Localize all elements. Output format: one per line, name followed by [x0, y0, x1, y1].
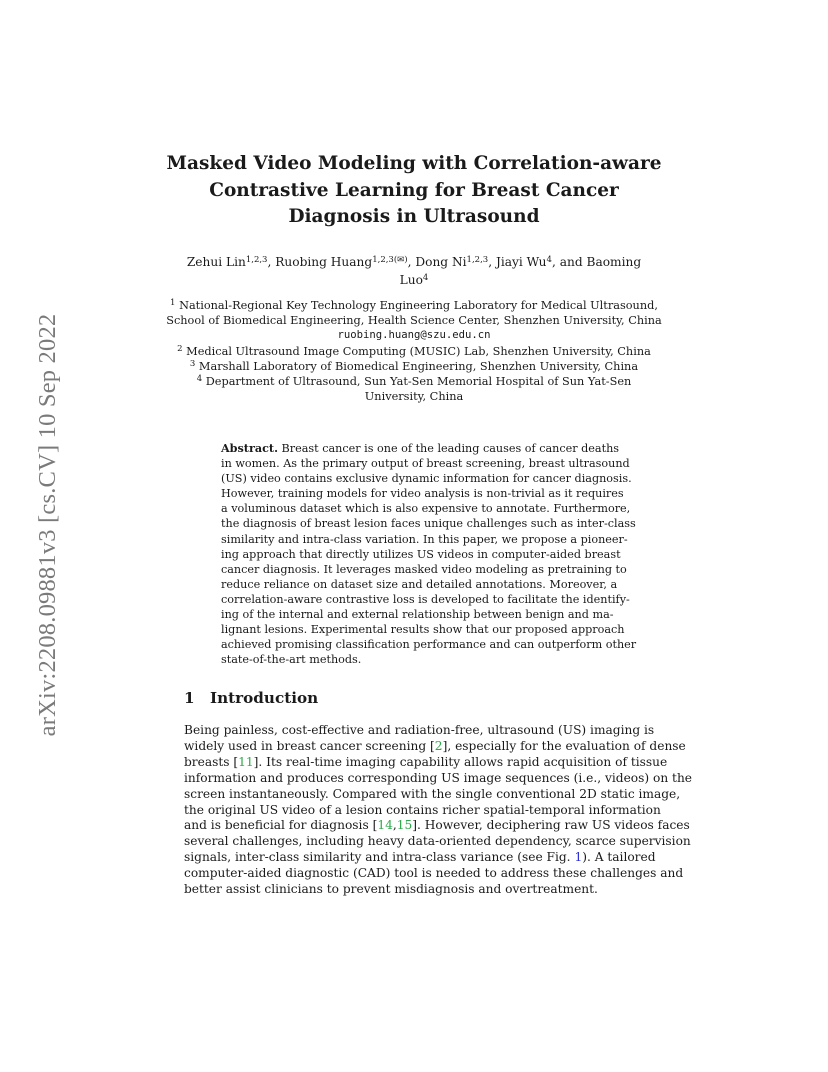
abstract-label: Abstract. [221, 441, 278, 455]
author-name: Ruobing Huang [275, 255, 373, 269]
author-affil-mark: 1,2,3 [245, 255, 268, 265]
arxiv-identifier[interactable]: arXiv:2208.09881v3 [cs.CV] 10 Sep 2022 [34, 313, 61, 737]
affil-number: 4 [196, 374, 203, 385]
body-line: computer-aided diagnostic (CAD) tool is needed to address these challenges and [184, 866, 684, 881]
abstract-line: However, training models for video analysis is non-trivial as it requires [221, 487, 624, 501]
body-text: ]. Its real-time imaging capability allows rapid acquisition of tissue [253, 754, 668, 769]
abstract-line: ing of the internal and external relationship between benign and ma- [221, 608, 614, 622]
abstract-line: in women. As the primary output of breast screening, breast ultrasound [221, 457, 630, 471]
body-line: Being painless, cost-effective and radiation-free, ultrasound (US) imaging is [184, 723, 655, 737]
citation-link[interactable]: 15 [396, 818, 413, 833]
citation-link[interactable]: 11 [238, 754, 254, 769]
body-line [184, 818, 690, 834]
author-name: Jiayi Wu [495, 255, 547, 269]
title-line: Contrastive Learning for Breast Cancer [209, 179, 619, 201]
introduction-paragraph [184, 723, 693, 898]
title-line: Diagnosis in Ultrasound [288, 206, 540, 227]
affil-number: 2 [177, 343, 183, 354]
abstract-line [221, 441, 620, 456]
author-line: Zehui Lin$^{1,2,3}$, Ruobing Huang$^{1,2,3(✉)}$, Dong Ni$^{1,2,3}$, Jiayi Wu$^4$, and Baoming [186, 255, 642, 269]
abstract-line: reduce reliance on dataset size and detailed annotations. Moreover, a [221, 577, 618, 591]
body-text: ). A tailored [582, 850, 656, 865]
affiliation-line [160, 298, 668, 313]
body-line [184, 738, 686, 755]
affiliation-text: Medical Ultrasound Image Computing (MUSIC) Lab, Shenzhen University, China [186, 344, 651, 358]
body-line: information and produces corresponding US image sequences (i.e., videos) on the [184, 770, 693, 785]
affiliation-text: National-Regional Key Technology Engineering Laboratory for Medical Ultrasound, [179, 299, 658, 312]
body-line: the original US video of a lesion contains richer spatial-temporal information [184, 802, 661, 817]
section-heading [184, 689, 318, 707]
author-list [172, 253, 656, 289]
body-text: and is beneficial for diagnosis [ [184, 818, 378, 833]
affil-number: 3 [189, 358, 196, 369]
affiliation-text: Department of Ultrasound, Sun Yat-Sen Memorial Hospital of Sun Yat-Sen [205, 375, 632, 389]
abstract-line: lignant lesions. Experimental results show that our proposed approach [221, 623, 625, 637]
body-line [184, 754, 668, 771]
affiliation-line [160, 344, 668, 359]
body-line [184, 850, 656, 866]
body-text: ], especially for the evaluation of dense [442, 738, 686, 753]
abstract-block [221, 441, 637, 667]
affiliation-line: University, China [364, 390, 464, 404]
body-text: ]. However, deciphering raw US videos faces [412, 818, 690, 833]
affiliation-text: Marshall Laboratory of Biomedical Engineering, Shenzhen University, China [198, 359, 639, 373]
affiliation-line [160, 374, 668, 389]
citation-link[interactable]: 2 [434, 738, 443, 753]
body-line: screen instantaneously. Compared with the single conventional 2D static image, [184, 786, 681, 801]
author-name: Zehui Lin [186, 255, 246, 269]
author-affil-mark: 1,2,3(✉) [372, 255, 408, 265]
abstract-line: cancer diagnosis. It leverages masked video modeling as pretraining to [221, 562, 627, 576]
abstract-line: ing approach that directly utilizes US videos in computer-aided breast [221, 547, 621, 561]
body-text: signals, inter-class similarity and intra-class variance (see Fig. [184, 850, 575, 865]
body-text: , [392, 818, 397, 833]
section-number: 1 [184, 689, 195, 707]
body-text: widely used in breast cancer screening [ [184, 738, 435, 753]
paper-title [160, 151, 668, 231]
section-title: Introduction [210, 689, 319, 707]
body-line: several challenges, including heavy data-oriented dependency, scarce supervision [184, 834, 691, 849]
author-affil-mark: 4 [422, 273, 429, 283]
abstract-line: achieved promising classification performance and can outperform other [221, 638, 637, 652]
author-affil-mark: 1,2,3 [466, 255, 489, 265]
abstract-line: the diagnosis of breast lesion faces unique challenges such as inter-class [221, 517, 636, 531]
email-address[interactable]: ruobing.huang@szu.edu.cn [337, 329, 491, 342]
author-name: Baoming [586, 255, 642, 269]
body-line: better assist clinicians to prevent misdiagnosis and overtreatment. [184, 882, 598, 897]
author-affil-mark: 4 [546, 255, 552, 265]
abstract-line: correlation-aware contrastive loss is developed to facilitate the identify- [221, 592, 630, 606]
author-name: Dong Ni [415, 255, 467, 269]
abstract-text: Breast cancer is one of the leading causes of cancer deaths [278, 442, 620, 455]
affiliation-line: School of Biomedical Engineering, Health Science Center, Shenzhen University, China [166, 314, 662, 328]
body-text: breasts [ [184, 754, 239, 769]
affiliations [160, 298, 668, 404]
citation-link[interactable]: 14 [377, 818, 393, 833]
abstract-line: (US) video contains exclusive dynamic information for cancer diagnosis. [221, 472, 632, 486]
figure-reference-link[interactable]: 1 [574, 850, 583, 865]
affil-number: 1 [170, 298, 176, 308]
affiliation-line [160, 359, 668, 374]
author-line [172, 271, 656, 289]
abstract-line: similarity and intra-class variation. In this paper, we propose a pioneer- [221, 532, 628, 546]
title-line: Masked Video Modeling with Correlation-aware [166, 153, 662, 174]
abstract-line: a voluminous dataset which is also expensive to annotate. Furthermore, [221, 502, 631, 516]
author-name: Luo [399, 273, 423, 287]
abstract-line: state-of-the-art methods. [221, 653, 362, 667]
